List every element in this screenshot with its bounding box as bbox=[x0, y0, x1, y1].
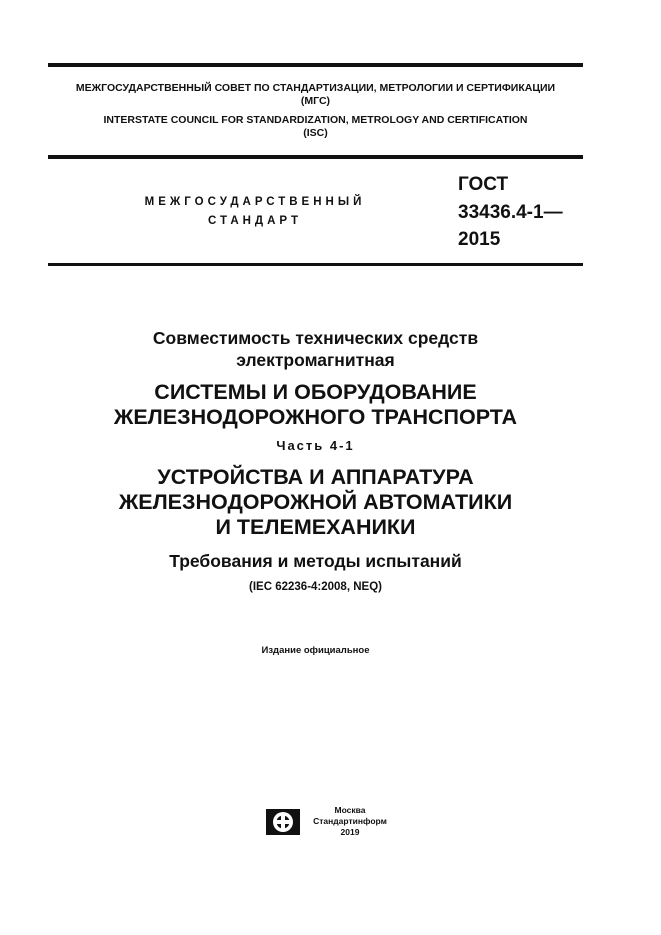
publication-year: 2019 bbox=[340, 827, 360, 837]
publisher-city: Москва bbox=[334, 805, 366, 815]
publisher-block bbox=[308, 805, 392, 838]
requirements-title: Требования и методы испытаний bbox=[169, 551, 462, 571]
document-title-main: СИСТЕМЫ И ОБОРУДОВАНИЕ ЖЕЛЕЗНОДОРОЖНОГО ТРАНСПОРТА bbox=[113, 380, 518, 429]
iec-reference: (IEC 62236-4:2008, NEQ) bbox=[249, 581, 382, 593]
publisher-name: Стандартинформ bbox=[313, 816, 387, 826]
standard-number: ГОСТ 33436.4-1— 2015 bbox=[458, 174, 563, 250]
document-subtitle: Совместимость технических средств электромагнитная bbox=[152, 328, 479, 370]
middle-rule bbox=[48, 155, 583, 159]
document-title-part: УСТРОЙСТВА И АППАРАТУРА ЖЕЛЕЗНОДОРОЖНОЙ АВТОМАТИКИ И ТЕЛЕМЕХАНИКИ bbox=[118, 465, 513, 539]
top-rule bbox=[48, 63, 583, 67]
standard-label-line-2: СТАНДАРТ bbox=[208, 215, 302, 227]
standartinform-logo-icon bbox=[265, 808, 301, 836]
standard-label-line-1: МЕЖГОСУДАРСТВЕННЫЙ bbox=[144, 196, 366, 208]
council-name-en: INTERSTATE COUNCIL FOR STANDARDIZATION, METROLOGY AND CERTIFICATION (ISC) bbox=[103, 114, 528, 139]
lower-rule bbox=[48, 263, 583, 266]
edition-note: Издание официальное bbox=[261, 645, 370, 656]
part-number: Часть 4-1 bbox=[276, 438, 355, 453]
council-name-ru: МЕЖГОСУДАРСТВЕННЫЙ СОВЕТ ПО СТАНДАРТИЗАЦИИ, МЕТРОЛОГИИ И СЕРТИФИКАЦИИ (МГС) bbox=[75, 82, 556, 107]
